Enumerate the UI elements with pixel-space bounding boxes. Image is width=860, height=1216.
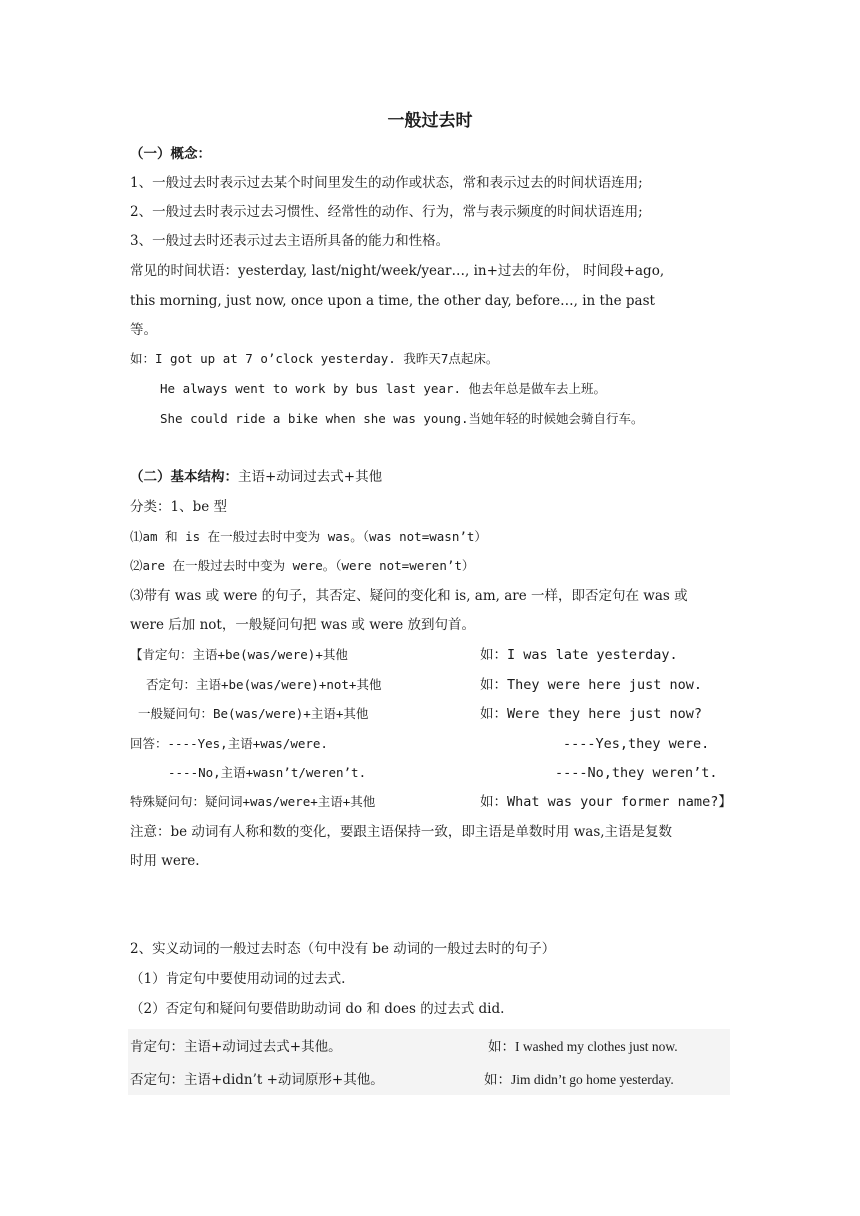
time-adverbs-line-1: 常见的时间状语：yesterday, last/night/week/year…, in+过去的年份， 时间段+ago, bbox=[130, 263, 665, 279]
answer-yes-example: ----Yes,they were. bbox=[563, 736, 710, 752]
table-affirmative-rule: 肯定句：主语+动词过去式+其他。 bbox=[130, 1039, 342, 1055]
affirmative-rule: 【肯定句：主语+be(was/were)+其他 bbox=[130, 647, 348, 662]
affirmative-example: 如：I was late yesterday. bbox=[480, 647, 678, 663]
section-2-heading-text: 主语+动词过去式+其他 bbox=[238, 469, 383, 485]
question-example: 如：Were they here just now? bbox=[480, 706, 703, 722]
be-rule-3-line-2: were 后加 not，一般疑问句把 was 或 were 放到句首。 bbox=[130, 617, 476, 633]
negative-example: 如：They were here just now. bbox=[480, 677, 703, 693]
answer-no-example: ----No,they weren’t. bbox=[555, 765, 718, 781]
example-1: 如：I got up at 7 o’clock yesterday. 我昨天7点起床。 bbox=[130, 351, 499, 366]
concept-point-3: 3、一般过去时还表示过去主语所具备的能力和性格。 bbox=[130, 233, 450, 249]
section-3-point-2: （2）否定句和疑问句要借助助动词 do 和 does 的过去式 did. bbox=[130, 1001, 505, 1017]
be-rule-3-line-1: ⑶带有 was 或 were 的句子，其否定、疑问的变化和 is, am, are 一样，即否定句在 was 或 bbox=[130, 588, 688, 604]
example-3: She could ride a bike when she was young.当她年轻的时候她会骑自行车。 bbox=[160, 411, 644, 426]
time-adverbs-line-2: this morning, just now, once upon a time, the other day, before…, in the past bbox=[130, 293, 655, 309]
question-rule: 一般疑问句：Be(was/were)+主语+其他 bbox=[138, 706, 369, 721]
wh-question-rule: 特殊疑问句：疑问词+was/were+主语+其他 bbox=[130, 794, 376, 809]
answer-no-rule: ----No,主语+wasn’t/weren’t. bbox=[168, 765, 367, 780]
be-rule-1: ⑴am 和 is 在一般过去时中变为 was。（was not=wasn’t） bbox=[130, 529, 487, 544]
example-2: He always went to work by bus last year. 他去年总是做车去上班。 bbox=[160, 381, 607, 396]
page-title: 一般过去时 bbox=[387, 111, 473, 131]
section-3-heading: 2、实义动词的一般过去时态（句中没有 be 动词的一般过去时的句子） bbox=[130, 941, 556, 957]
note-line-2: 时用 were. bbox=[130, 853, 200, 869]
time-adverbs-line-3: 等。 bbox=[130, 322, 157, 338]
concept-point-2: 2、一般过去时表示过去习惯性、经常性的动作、行为，常与表示频度的时间状语连用; bbox=[130, 204, 643, 220]
wh-question-example: 如：What was your former name?】 bbox=[480, 794, 732, 810]
answer-yes-rule: 回答：----Yes,主语+was/were. bbox=[130, 736, 328, 751]
negative-rule: 否定句：主语+be(was/were)+not+其他 bbox=[146, 677, 382, 692]
section-1-heading: （一）概念： bbox=[130, 146, 211, 162]
section-2-heading bbox=[130, 468, 382, 486]
concept-point-1: 1、一般过去时表示过去某个时间里发生的动作或状态，常和表示过去的时间状语连用; bbox=[130, 175, 643, 191]
be-rule-2: ⑵are 在一般过去时中变为 were。（were not=weren’t） bbox=[130, 558, 475, 573]
section-3-point-1: （1）肯定句中要使用动词的过去式. bbox=[130, 971, 346, 987]
table-negative-rule: 否定句：主语+didn’t +动词原形+其他。 bbox=[130, 1072, 384, 1088]
table-affirmative-example: 如：I washed my clothes just now. bbox=[488, 1039, 678, 1054]
table-negative-example: 如：Jim didn’t go home yesterday. bbox=[484, 1072, 674, 1087]
section-2-heading-label: （二）基本结构： bbox=[130, 469, 238, 485]
classification: 分类：1、be 型 bbox=[130, 499, 228, 515]
note-line-1: 注意：be 动词有人称和数的变化，要跟主语保持一致，即主语是单数时用 was,主语是复数 bbox=[130, 824, 673, 840]
